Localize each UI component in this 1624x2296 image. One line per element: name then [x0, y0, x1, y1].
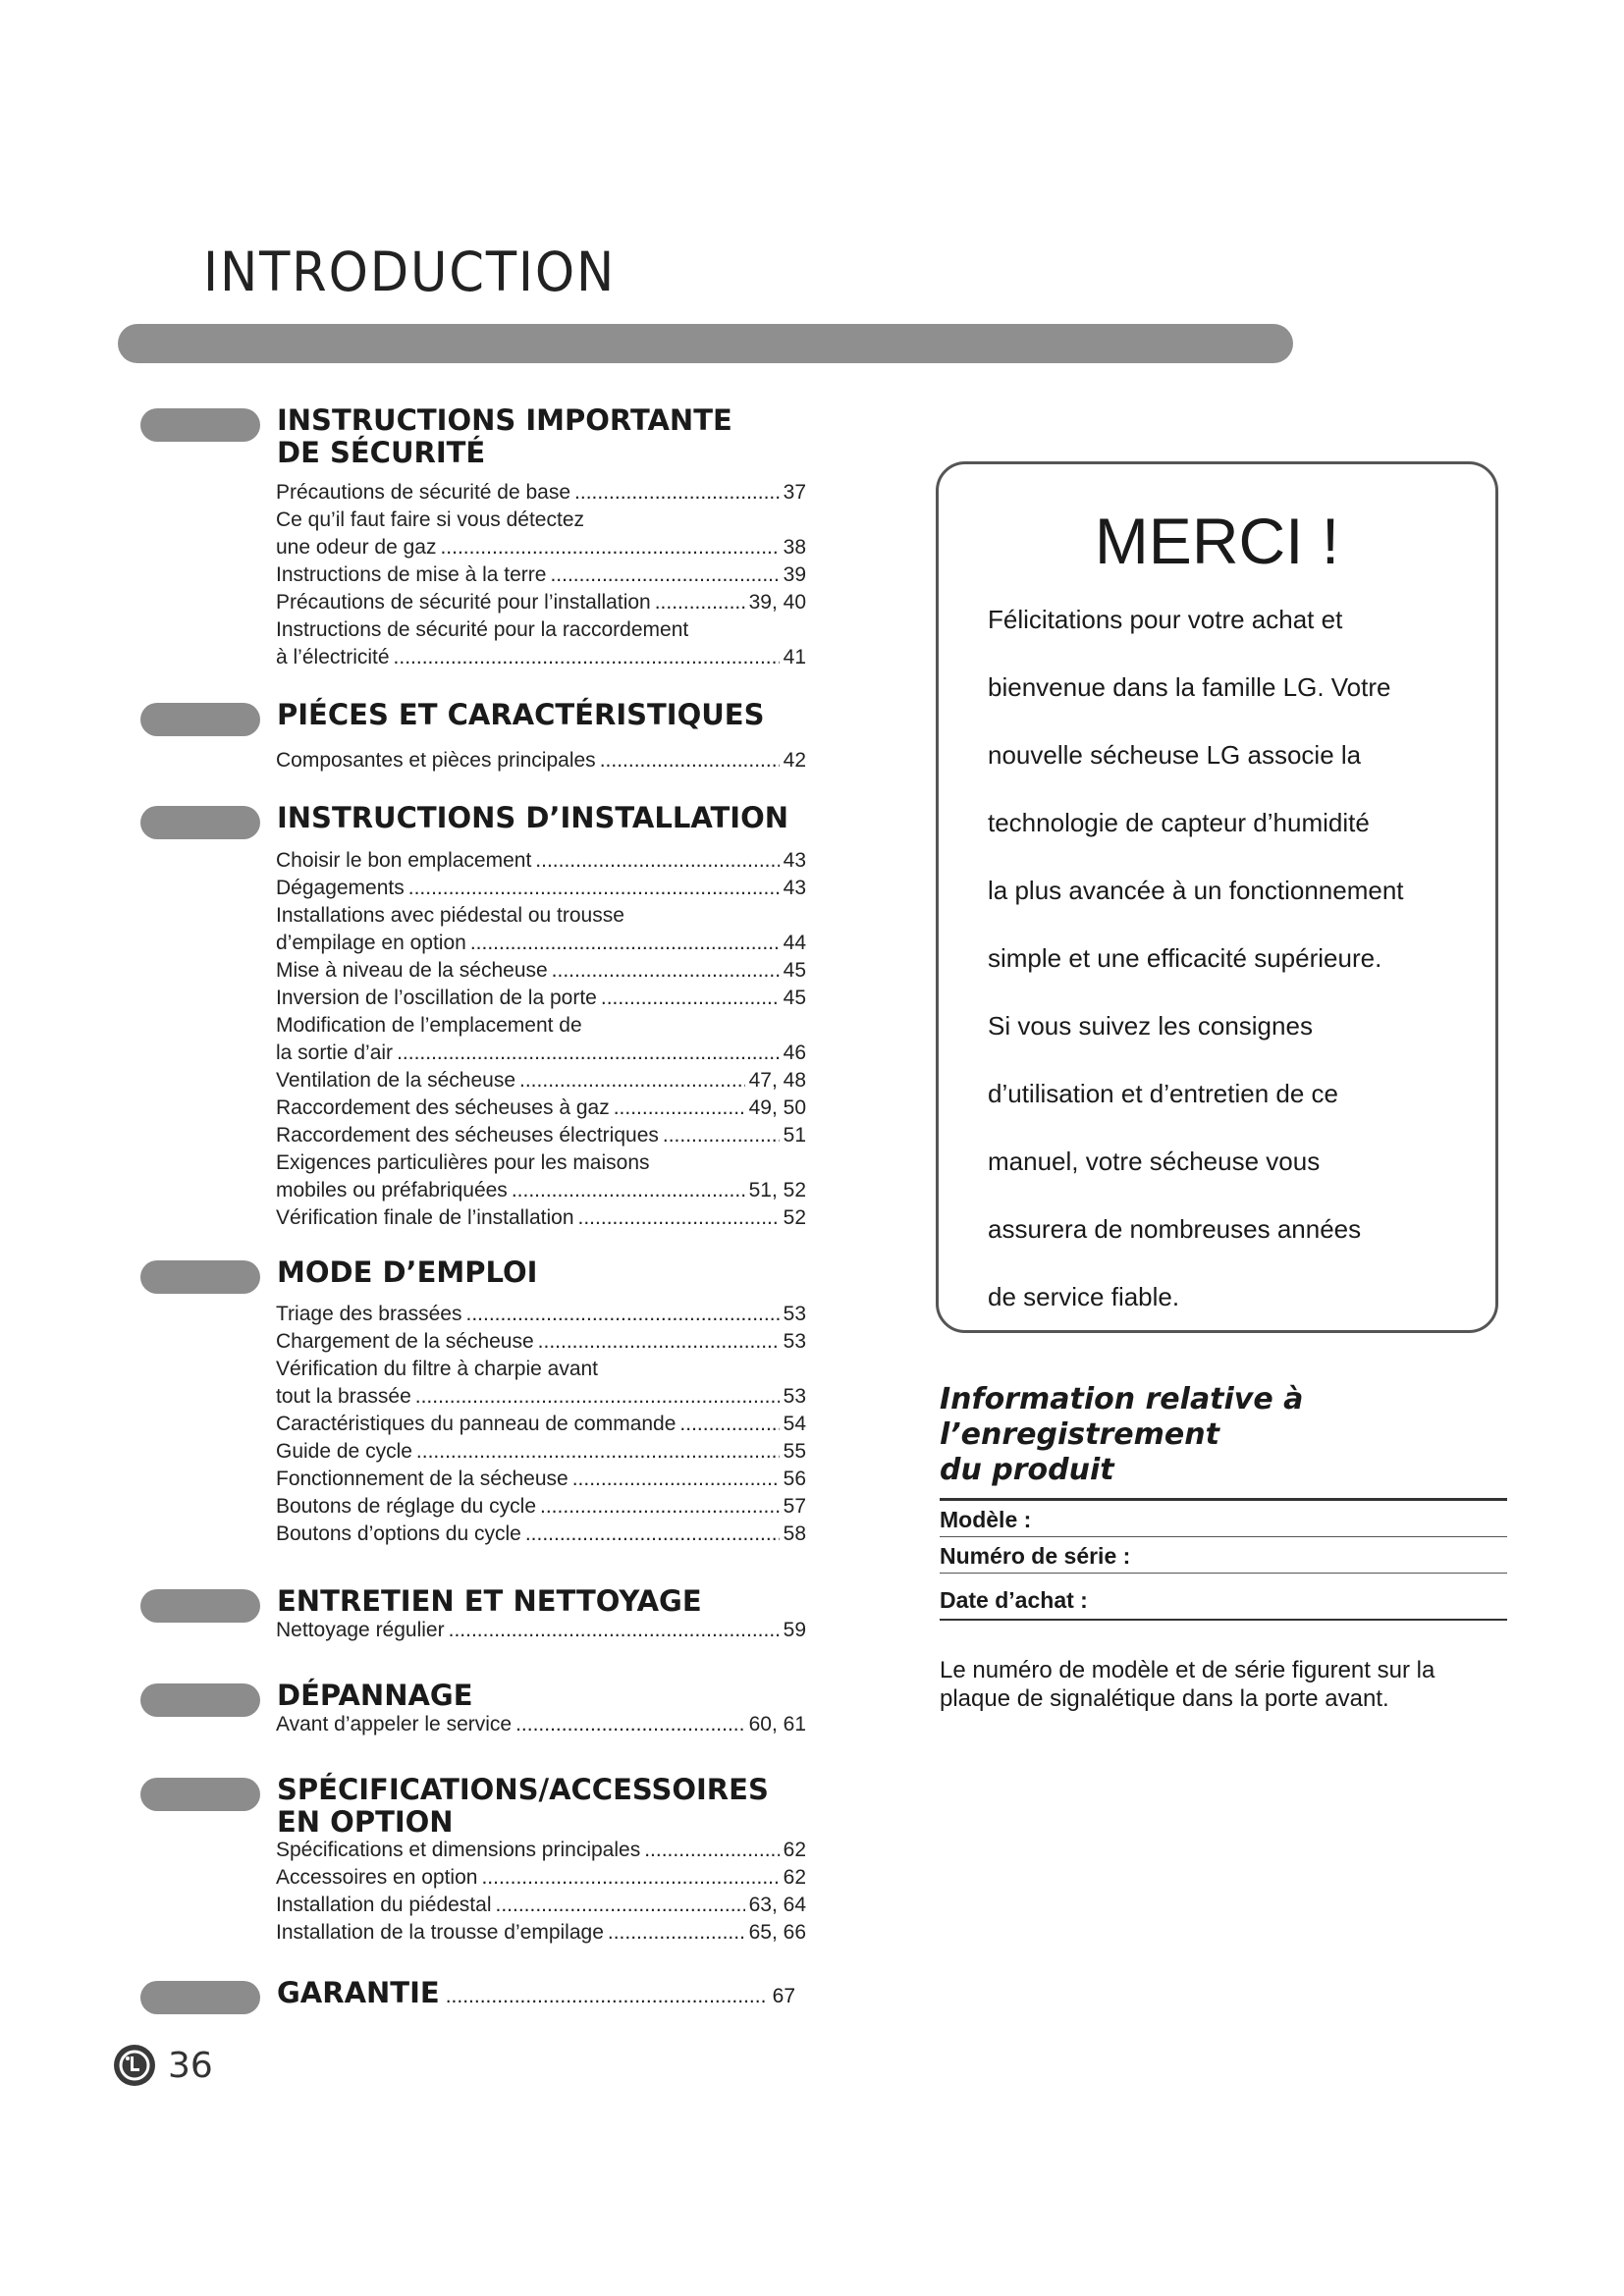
section-pill [140, 1589, 260, 1623]
toc-entry: Vérification finale de l’installation ..... 52 [276, 1204, 806, 1232]
toc-entry-line: Ce qu’il faut faire si vous détectez [276, 508, 584, 531]
toc-entry: Avant d’appeler le service ..... 60, 61 [276, 1711, 806, 1738]
registration-title: Information relative à l’enregistrement du produit [940, 1382, 1507, 1501]
title-bar [118, 324, 1293, 363]
toc-entry: Accessoires en option ..... 62 [276, 1864, 806, 1892]
section-pill [140, 1778, 260, 1811]
merci-line: technologie de capteur d’humidité [988, 808, 1370, 837]
toc-entry: mobiles ou préfabriquées ..... 51, 52 [276, 1177, 806, 1204]
merci-line: d’utilisation et d’entretien de ce [988, 1079, 1339, 1108]
section-items [276, 1711, 806, 1738]
toc-entry: Choisir le bon emplacement ..... 43 [276, 847, 806, 875]
merci-line: la plus avancée à un fonctionnement [988, 876, 1404, 905]
merci-line: nouvelle sécheuse LG associe la [988, 740, 1362, 770]
section-title-line: MODE D’EMPLOI [277, 1255, 538, 1289]
garantie-page: 67 [772, 1985, 795, 2007]
section-pill [140, 703, 260, 736]
merci-line: simple et une efficacité supérieure. [988, 943, 1382, 973]
toc-entry-line: Installations avec piédestal ou trousse [276, 904, 624, 927]
toc-entry: Installation du piédestal ..... 63, 64 [276, 1892, 806, 1919]
toc-entry: Boutons de réglage du cycle ..... 57 [276, 1493, 806, 1521]
merci-line: bienvenue dans la famille LG. Votre [988, 672, 1391, 702]
toc-entry: Raccordement des sécheuses à gaz ..... 49, 50 [276, 1095, 806, 1122]
toc-entry-line: Instructions de sécurité pour la raccordement [276, 618, 689, 641]
section-title [277, 1774, 827, 1839]
toc-entry: Triage des brassées ..... 53 [276, 1301, 806, 1328]
section-title [277, 802, 827, 834]
section-title [277, 1585, 827, 1618]
toc-entry: Guide de cycle ..... 55 [276, 1438, 806, 1466]
garantie-row [277, 1977, 795, 2009]
section-pill [140, 1981, 260, 2014]
merci-title: MERCI ! [1094, 505, 1340, 577]
page-number: 36 [168, 2045, 213, 2086]
section-title-line: ENTRETIEN ET NETTOYAGE [277, 1584, 702, 1618]
purchase-date-field: Date d’achat : [940, 1574, 1507, 1621]
toc-entry-line: Modification de l’emplacement de [276, 1014, 582, 1037]
toc-entry: une odeur de gaz ..... 38 [276, 534, 806, 561]
section-items [276, 479, 806, 671]
toc-entry: Boutons d’options du cycle ..... 58 [276, 1521, 806, 1548]
merci-line: manuel, votre sécheuse vous [988, 1147, 1321, 1176]
toc-entry: Dégagements ..... 43 [276, 875, 806, 902]
toc-entry: Composantes et pièces principales ..... 42 [276, 747, 806, 774]
toc-entry: Nettoyage régulier ..... 59 [276, 1617, 806, 1644]
merci-text [988, 586, 1479, 1331]
section-items [276, 1837, 806, 1947]
merci-line: de service fiable. [988, 1282, 1180, 1311]
toc-entry: à l’électricité ..... 41 [276, 644, 806, 671]
section-pill [140, 408, 260, 442]
merci-box [936, 461, 1498, 1333]
registration-note: Le numéro de modèle et de série figurent sur la plaque de signalétique dans la porte avant. [940, 1657, 1435, 1712]
section-title: GARANTIE [277, 1976, 440, 2009]
registration-block [940, 1382, 1507, 1713]
section-pill [140, 1683, 260, 1717]
section-pill [140, 806, 260, 839]
merci-line: Félicitations pour votre achat et [988, 605, 1343, 634]
section-title [277, 699, 827, 731]
section-items [276, 1617, 806, 1644]
section-pill [140, 1260, 260, 1294]
section-title-line: DE SÉCURITÉ [277, 436, 486, 469]
toc-entry: Fonctionnement de la sécheuse ..... 56 [276, 1466, 806, 1493]
section-title-line: SPÉCIFICATIONS/ACCESSOIRES [277, 1773, 769, 1806]
merci-line: Si vous suivez les consignes [988, 1011, 1313, 1041]
merci-line: assurera de nombreuses années [988, 1214, 1362, 1244]
section-title [277, 1680, 827, 1712]
toc-entry: tout la brassée ..... 53 [276, 1383, 806, 1411]
footer [113, 2044, 213, 2087]
section-items [276, 1301, 806, 1548]
section-items [276, 747, 806, 774]
section-title-line: DÉPANNAGE [277, 1679, 473, 1712]
toc-entry: Caractéristiques du panneau de commande ..... 54 [276, 1411, 806, 1438]
toc-entry: Instructions de mise à la terre ..... 39 [276, 561, 806, 589]
toc-entry-line: Vérification du filtre à charpie avant [276, 1358, 599, 1380]
page-title: INTRODUCTION [203, 240, 617, 303]
section-title-line: INSTRUCTIONS D’INSTALLATION [277, 801, 789, 834]
toc-entry: la sortie d’air ..... 46 [276, 1040, 806, 1067]
toc-entry: Mise à niveau de la sécheuse ..... 45 [276, 957, 806, 985]
section-title [277, 1256, 827, 1289]
section-title-line: PIÉCES ET CARACTÉRISTIQUES [277, 698, 765, 731]
toc-entry-line: Exigences particulières pour les maisons [276, 1151, 650, 1174]
serial-number-field: Numéro de série : [940, 1537, 1507, 1574]
toc-entry: Raccordement des sécheuses électriques ..... 51 [276, 1122, 806, 1149]
lg-logo-icon [113, 2044, 156, 2087]
toc-entry: Chargement de la sécheuse ..... 53 [276, 1328, 806, 1356]
model-field: Modèle : [940, 1501, 1507, 1537]
toc-entry: Ventilation de la sécheuse ..... 47, 48 [276, 1067, 806, 1095]
section-items [276, 847, 806, 1232]
section-title-line: EN OPTION [277, 1805, 454, 1839]
toc-entry: Précautions de sécurité de base ..... 37 [276, 479, 806, 507]
toc-entry: Spécifications et dimensions principales ..... 62 [276, 1837, 806, 1864]
section-title-line: INSTRUCTIONS IMPORTANTE [277, 403, 732, 437]
toc-entry: Inversion de l’oscillation de la porte ..... 45 [276, 985, 806, 1012]
section-title [277, 404, 827, 469]
toc-entry: Précautions de sécurité pour l’installation ..... 39, 40 [276, 589, 806, 616]
toc-entry: Installation de la trousse d’empilage ..... 65, 66 [276, 1919, 806, 1947]
toc-entry: d’empilage en option ..... 44 [276, 930, 806, 957]
